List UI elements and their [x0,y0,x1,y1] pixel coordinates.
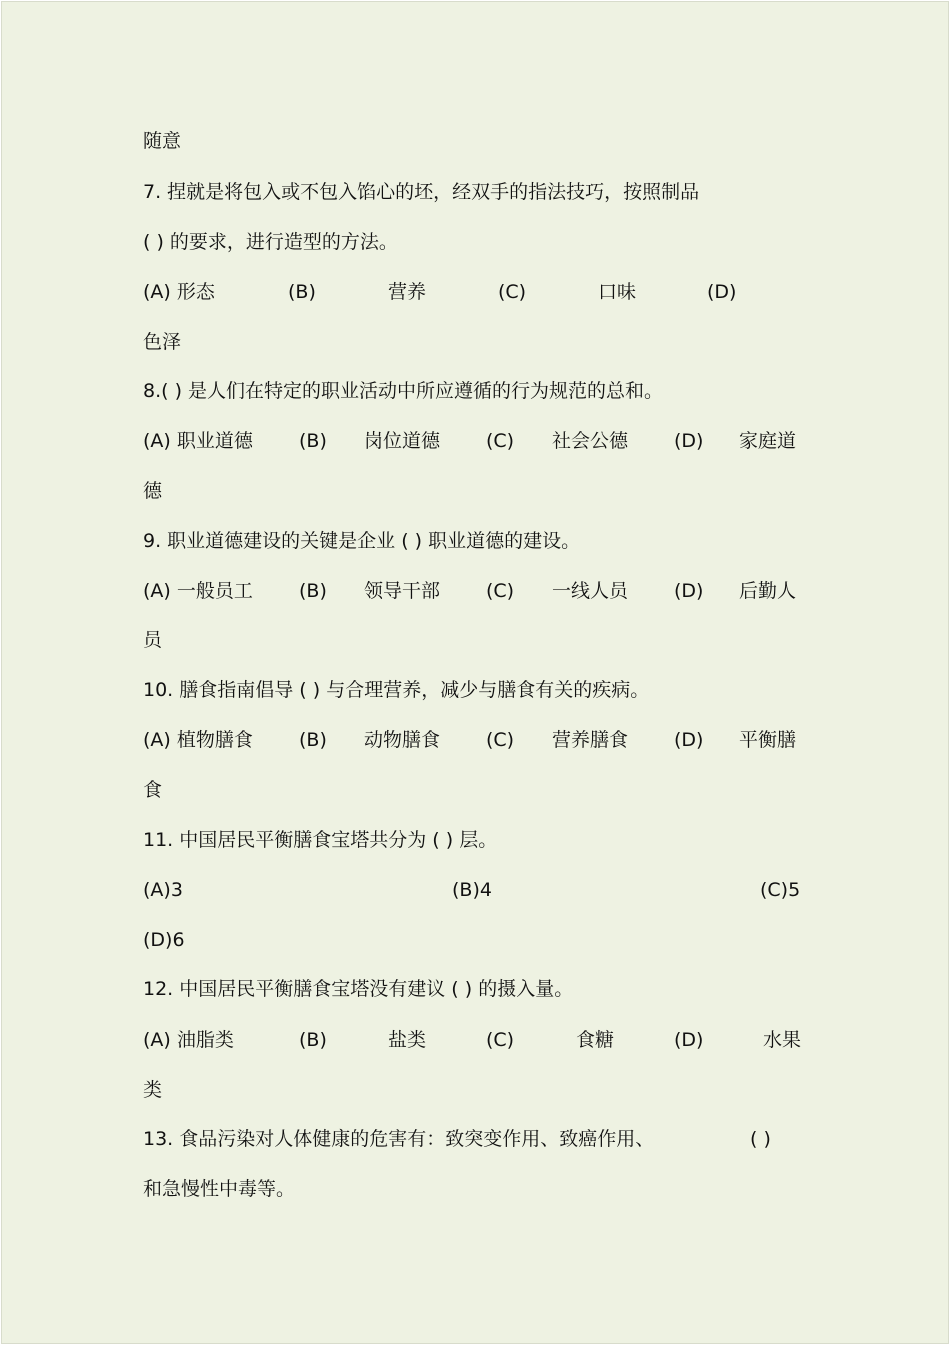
q6-answer-tail: 随意 [143,130,182,152]
question-8-option-d-label: (D) [674,430,704,452]
question-7-option-b-label: (B) [288,281,316,303]
question-7-option-b-text: 营养 [388,281,427,303]
question-8-option-b-label: (B) [299,430,327,452]
question-7-option-c-text: 口味 [598,281,637,303]
question-7-option-d-text: 色泽 [143,331,182,353]
question-9-option-c-label: (C) [486,580,515,602]
question-12-option-c-label: (C) [486,1029,515,1051]
question-9-option-d-text: 后勤人 [739,580,797,602]
question-13-blank: ( ) [750,1128,771,1150]
question-10-option-d-label: (D) [674,729,704,751]
question-9-option-b-text: 领导干部 [364,580,441,602]
question-13-line-2: 和急慢性中毒等。 [143,1178,296,1200]
question-9-option-d-label: (D) [674,580,704,602]
question-13-line-1: 13. 食品污染对人体健康的危害有：致突变作用、致癌作用、 [143,1128,655,1150]
question-9-option-c-text: 一线人员 [552,580,629,602]
question-12-option-d-label: (D) [674,1029,704,1051]
question-8-option-a: (A) 职业道德 [143,430,253,452]
question-12-option-b-text: 盐类 [388,1029,427,1051]
question-10-option-d-tail: 食 [143,779,163,801]
question-9-option-a: (A) 一般员工 [143,580,253,602]
question-10-option-b-text: 动物膳食 [364,729,441,751]
question-10-option-a: (A) 植物膳食 [143,729,253,751]
question-11-option-d: (D)6 [143,929,185,951]
question-7-line-2: ( ) 的要求，进行造型的方法。 [143,231,398,253]
question-8-option-b-text: 岗位道德 [364,430,441,452]
question-11-option-c: (C)5 [760,879,801,901]
question-12-option-c-text: 食糖 [576,1029,615,1051]
question-8-option-c-label: (C) [486,430,515,452]
question-11-option-b: (B)4 [452,879,492,901]
question-12-option-d-text: 水果 [763,1029,802,1051]
question-7-option-a: (A) 形态 [143,281,215,303]
question-12-option-d-tail: 类 [143,1079,163,1101]
question-12-option-b-label: (B) [299,1029,327,1051]
question-7-line-1: 7. 捏就是将包入或不包入馅心的坯，经双手的指法技巧，按照制品 [143,181,700,203]
question-7-option-c-label: (C) [498,281,527,303]
question-11-line-1: 11. 中国居民平衡膳食宝塔共分为 ( ) 层。 [143,829,498,851]
question-10-option-b-label: (B) [299,729,327,751]
question-7-option-d-label: (D) [707,281,737,303]
question-9-option-d-tail: 员 [143,629,163,651]
question-8-option-d-text: 家庭道 [739,430,797,452]
question-8-option-c-text: 社会公德 [552,430,629,452]
question-12-option-a: (A) 油脂类 [143,1029,234,1051]
question-8-line-1: 8.( ) 是人们在特定的职业活动中所应遵循的行为规范的总和。 [143,380,664,402]
question-10-option-d-text: 平衡膳 [739,729,797,751]
question-10-option-c-text: 营养膳食 [552,729,629,751]
question-10-option-c-label: (C) [486,729,515,751]
question-10-line-1: 10. 膳食指南倡导 ( ) 与合理营养，减少与膳食有关的疾病。 [143,679,650,701]
question-9-line-1: 9. 职业道德建设的关键是企业 ( ) 职业道德的建设。 [143,530,581,552]
question-11-option-a: (A)3 [143,879,183,901]
question-12-line-1: 12. 中国居民平衡膳食宝塔没有建议 ( ) 的摄入量。 [143,978,574,1000]
question-9-option-b-label: (B) [299,580,327,602]
question-8-option-d-tail: 德 [143,480,163,502]
